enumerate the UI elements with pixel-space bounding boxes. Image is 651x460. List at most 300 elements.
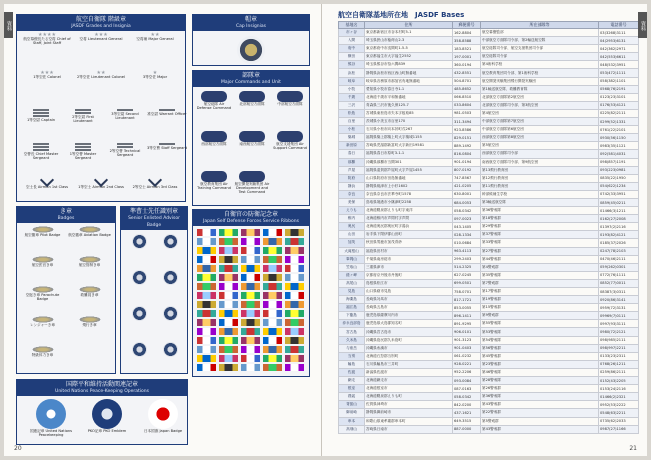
base-name-cell: 御前崎 xyxy=(339,409,365,417)
table-cell: 第4航空団 xyxy=(481,109,599,117)
senior-enlisted-badge-icon xyxy=(163,306,178,321)
base-name-cell: 網走 xyxy=(339,377,365,385)
table-row xyxy=(339,231,639,239)
table-cell: 061-0232 xyxy=(453,352,481,360)
unit-patch-icon xyxy=(239,131,265,142)
table-cell: 第53警戒隊 xyxy=(481,328,599,336)
table-cell: 第23警戒群 xyxy=(481,360,599,368)
insignia-label: 航空徽章 Aviation Badge xyxy=(68,233,111,237)
base-name-cell: 熊谷 xyxy=(339,61,365,69)
table-cell: 807-0192 xyxy=(453,166,481,174)
cap-title: 帽章 xyxy=(244,16,257,23)
sdf-subtitle: Senior Enlisted Advisor Badge xyxy=(128,216,180,228)
insignia-item xyxy=(25,399,77,437)
column-header: 基地名 xyxy=(339,22,365,29)
service-ribbon-icon xyxy=(241,337,260,344)
service-ribbon-icon xyxy=(285,364,304,371)
table-cell: 0859(45)0211 xyxy=(599,198,639,206)
unit-patch-grid xyxy=(193,87,309,209)
service-ribbon-icon xyxy=(241,292,260,299)
rank-bar xyxy=(33,115,49,117)
unit-patch-icon xyxy=(201,171,227,182)
table-cell: 054(622)1234 xyxy=(599,182,639,190)
table-cell: 沖縄県宮古島市 xyxy=(365,328,453,336)
table-cell: 静岡県御前崎市 xyxy=(365,409,453,417)
table-cell: 第29警戒群 xyxy=(481,223,599,231)
un-emblem-icon xyxy=(92,399,122,429)
table-cell: 485-8652 xyxy=(453,85,481,93)
table-cell: 石川県小松市向本折町戊267 xyxy=(365,126,453,134)
base-name-cell: 海栗島 xyxy=(339,296,365,304)
table-cell: 茨城県小美玉市百里170 xyxy=(365,118,453,126)
service-ribbon-icon xyxy=(219,355,238,362)
grade-insignia-icon xyxy=(147,109,187,111)
table-row xyxy=(339,385,639,393)
service-ribbon-icon xyxy=(285,337,304,344)
service-ribbon-icon xyxy=(285,292,304,299)
table-cell: 第9警戒群 xyxy=(481,312,599,320)
grade-insignia-icon: ★★★ xyxy=(94,32,108,38)
table-row xyxy=(339,352,639,360)
base-name-cell: 小松 xyxy=(339,126,365,134)
service-ribbon-icon xyxy=(241,319,260,326)
insignia-label: 1等空士 Airman 2nd Class xyxy=(78,185,124,189)
section-tab-right: 資料 xyxy=(638,12,647,38)
table-cell: 三重県津市 xyxy=(365,263,453,271)
table-cell: 第4術科学校 xyxy=(481,61,599,69)
table-cell: 01466(2)2321 xyxy=(599,393,639,401)
senior-enlisted-badge-icon xyxy=(132,234,147,249)
grade-insignia-icon xyxy=(105,143,145,148)
table-cell: 901-0194 xyxy=(453,158,481,166)
base-name-cell: 那覇 xyxy=(339,158,365,166)
base-name-cell: 百里 xyxy=(339,118,365,126)
table-cell: 0548(63)2211 xyxy=(599,409,639,417)
table-cell: 第15警戒群 xyxy=(481,304,599,312)
un-title: 国際平和維持活動関連記章 xyxy=(65,381,138,388)
service-ribbon-icon xyxy=(285,238,304,245)
table-cell: 0852(77)0011 xyxy=(599,279,639,287)
bases-table-body xyxy=(339,29,639,434)
base-name-cell: 山田 xyxy=(339,231,365,239)
cap-panel xyxy=(192,14,310,66)
service-ribbon-icon xyxy=(197,346,216,353)
table-row xyxy=(339,182,639,190)
insignia-label: 1等空佐 Colonel xyxy=(33,75,61,79)
table-cell: 静岡県浜松市西区西山町無番地 xyxy=(365,69,453,77)
table-cell: 093(223)0981 xyxy=(599,166,639,174)
unit-patch-icon xyxy=(239,171,265,182)
insignia-item xyxy=(147,143,187,150)
table-cell: 816-0804 xyxy=(453,150,481,158)
service-ribbon-icon xyxy=(197,265,216,272)
grade-insignia-grid xyxy=(17,31,188,205)
base-name-cell: 久米島 xyxy=(339,336,365,344)
table-cell: 0959(72)3131 xyxy=(599,304,639,312)
service-ribbon-icon xyxy=(197,364,216,371)
service-ribbon-icon xyxy=(241,328,260,335)
wing-badge-icon xyxy=(78,256,102,263)
insignia-item xyxy=(20,286,65,301)
ribbons-panel xyxy=(192,209,310,377)
table-cell: 504-8701 xyxy=(453,77,481,85)
column-header: 住所 xyxy=(365,22,453,29)
insignia-item xyxy=(234,171,270,194)
table-cell: 981-0503 xyxy=(453,109,481,117)
insignia-item xyxy=(196,171,232,190)
table-cell: 幹部候補生学校 xyxy=(481,190,599,198)
table-cell: 岐阜県各務原市那加官有地無番地 xyxy=(365,77,453,85)
base-name-cell: 見島 xyxy=(339,288,365,296)
table-row xyxy=(339,368,639,376)
table-row xyxy=(339,336,639,344)
table-cell: 長崎県五島市 xyxy=(365,304,453,312)
table-cell: 923-8586 xyxy=(453,126,481,134)
senior-enlisted-badge-grid xyxy=(121,230,187,382)
service-ribbon-icon xyxy=(263,301,282,308)
service-ribbon-icon xyxy=(197,292,216,299)
table-cell: 秋田県男鹿市加茂青砂 xyxy=(365,239,453,247)
table-cell: 北海道奥尻郡奥尻町字湯浜 xyxy=(365,223,453,231)
table-cell: 028-1334 xyxy=(453,231,481,239)
table-row xyxy=(339,126,639,134)
service-ribbon-icon xyxy=(197,337,216,344)
table-row xyxy=(339,150,639,158)
table-cell: 058(382)1101 xyxy=(599,77,639,85)
insignia-label: 特級体力き章 xyxy=(31,353,54,357)
unit-patch-icon xyxy=(201,91,227,102)
rank-bar xyxy=(117,146,133,148)
service-ribbon-icon xyxy=(285,355,304,362)
senior-enlisted-badge-icon xyxy=(132,270,147,285)
table-row xyxy=(339,45,639,53)
table-row xyxy=(339,425,639,433)
table-cell: 0153(24)2116 xyxy=(599,385,639,393)
table-cell: 青森県三沢市後久保125-7 xyxy=(365,101,453,109)
base-name-cell: 市ヶ谷 xyxy=(339,29,365,37)
table-row xyxy=(339,134,639,142)
service-ribbon-icon xyxy=(241,301,260,308)
table-cell: 0980(72)2121 xyxy=(599,328,639,336)
base-name-cell: 峯岡山 xyxy=(339,255,365,263)
badges-title: き章 xyxy=(59,208,72,215)
table-cell: 第4警戒群 xyxy=(481,263,599,271)
table-cell: 437-1621 xyxy=(453,409,481,417)
base-name-cell: 松島 xyxy=(339,109,365,117)
table-cell: 福岡県春日市原町3-1-1 xyxy=(365,150,453,158)
table-cell: 沖縄県島尻郡久米島町 xyxy=(365,336,453,344)
table-row xyxy=(339,271,639,279)
table-cell: 0835(22)1950 xyxy=(599,174,639,182)
table-row xyxy=(339,263,639,271)
table-row xyxy=(339,239,639,247)
base-name-cell: 串本 xyxy=(339,417,365,425)
insignia-item xyxy=(21,33,73,45)
insignia-label: 航空徽章 Pilot Badge xyxy=(24,233,61,237)
rank-bar xyxy=(159,143,175,145)
table-row xyxy=(339,296,639,304)
table-cell: 第27警戒群 xyxy=(481,247,599,255)
table-cell: 宮城県東松島市矢本字板取85 xyxy=(365,109,453,117)
service-ribbon-icon xyxy=(219,238,238,245)
table-cell: 01466(3)1211 xyxy=(599,207,639,215)
table-cell: 699-0501 xyxy=(453,279,481,287)
service-ribbon-icon xyxy=(219,265,238,272)
table-cell: 906-0101 xyxy=(453,328,481,336)
table-cell: 第36警戒隊 xyxy=(481,207,599,215)
table-cell: 0742(33)3951 xyxy=(599,190,639,198)
table-row xyxy=(339,101,639,109)
table-cell: 197-0001 xyxy=(453,53,481,61)
grade-insignia-icon xyxy=(21,143,61,151)
page-number-right: 21 xyxy=(629,445,637,452)
base-name-cell: 与座岳 xyxy=(339,344,365,352)
base-name-cell: 沖永良部島 xyxy=(339,320,365,328)
insignia-label: 2等空士 Airman 3rd Class xyxy=(132,185,178,189)
un-emblem-icon xyxy=(148,399,178,429)
table-cell: 宮崎県児湯郡新富町大字新田19581 xyxy=(365,142,453,150)
table-row xyxy=(339,344,639,352)
base-name-cell: 佐渡 xyxy=(339,368,365,376)
service-ribbon-icon xyxy=(197,247,216,254)
table-cell: 952-2206 xyxy=(453,368,481,376)
units-panel xyxy=(192,70,310,206)
table-cell: 901-0403 xyxy=(453,344,481,352)
table-cell: 第28警戒隊 xyxy=(481,377,599,385)
table-cell: 747-8567 xyxy=(453,174,481,182)
base-name-cell: 岐阜 xyxy=(339,77,365,85)
table-cell: 第11飛行教育団 xyxy=(481,182,599,190)
table-row xyxy=(339,142,639,150)
base-name-cell: 府中 xyxy=(339,45,365,53)
sdf-title: 準曹士先任識別章 xyxy=(129,208,178,215)
table-cell: 162-8804 xyxy=(453,29,481,37)
table-cell: 299-2403 xyxy=(453,255,481,263)
insignia-item xyxy=(147,109,187,116)
table-cell: 第5航空団 xyxy=(481,142,599,150)
table-cell: 北部航空方面隊司令部、第3航空団 xyxy=(481,101,599,109)
sdf-header xyxy=(121,207,187,230)
table-cell: 第56警戒群 xyxy=(481,344,599,352)
grade-insignia-icon xyxy=(105,109,145,111)
unit-patch-icon xyxy=(277,131,303,142)
base-name-cell: えりも xyxy=(339,207,365,215)
service-ribbon-icon xyxy=(285,319,304,326)
table-row xyxy=(339,61,639,69)
table-row xyxy=(339,417,639,425)
service-ribbon-icon xyxy=(219,292,238,299)
table-cell: 0920(86)3141 xyxy=(599,296,639,304)
service-ribbon-icon xyxy=(263,265,282,272)
grade-insignia-icon: ★★ xyxy=(150,32,160,38)
table-cell: 第3輸送航空隊 xyxy=(481,198,599,206)
insignia-label: 航空幕僚長たる空将 Chief of Staff, Joint Staff xyxy=(23,37,71,45)
table-cell: 0133(23)2311 xyxy=(599,352,639,360)
base-name-cell: 防府 xyxy=(339,174,365,182)
wing-badge-icon xyxy=(31,346,55,353)
wing-badge-icon xyxy=(31,286,55,293)
table-cell: 421-0205 xyxy=(453,182,481,190)
table-cell: 042(553)6611 xyxy=(599,53,639,61)
table-cell: 0983(35)1121 xyxy=(599,142,639,150)
senior-enlisted-item xyxy=(156,234,184,249)
table-cell: 新潟県佐渡市 xyxy=(365,368,453,376)
insignia-item xyxy=(67,226,112,237)
table-cell: 0768(26)1211 xyxy=(599,360,639,368)
unit-patch-icon xyxy=(239,91,265,102)
bases-header-row xyxy=(339,22,639,29)
insignia-item xyxy=(20,256,65,267)
table-row xyxy=(339,190,639,198)
table-cell: 山口県防府市田島無番地 xyxy=(365,174,453,182)
service-ribbon-icon xyxy=(241,265,260,272)
service-ribbon-icon xyxy=(263,319,282,326)
table-cell: 053(472)1111 xyxy=(599,69,639,77)
service-ribbon-icon xyxy=(219,319,238,326)
table-row xyxy=(339,393,639,401)
table-cell: 静岡県焼津市上小杉1602 xyxy=(365,182,453,190)
table-cell: 098(997)2211 xyxy=(599,344,639,352)
unit-patch-icon xyxy=(201,131,227,142)
table-row xyxy=(339,109,639,117)
insignia-item xyxy=(21,143,61,160)
insignia-label: 航空教育集団 Air Training Command xyxy=(197,182,231,190)
base-name-cell: 奈良 xyxy=(339,190,365,198)
insignia-label: 空将補 Major General xyxy=(136,37,174,41)
rank-bar xyxy=(159,109,175,111)
cap-insignia-icon xyxy=(237,36,265,64)
service-ribbon-icon xyxy=(197,319,216,326)
rank-bar xyxy=(75,109,91,111)
units-subtitle: Major Commands and Unit xyxy=(221,80,281,85)
table-cell: 0123(23)3101 xyxy=(599,93,639,101)
table-cell: 0225(82)2111 xyxy=(599,109,639,117)
base-name-cell: 春日 xyxy=(339,150,365,158)
service-ribbon-icon xyxy=(219,337,238,344)
senior-enlisted-badge-icon xyxy=(163,342,178,357)
table-cell: 第45警戒群 xyxy=(481,352,599,360)
table-cell: 埼玉県熊谷市拾六間839 xyxy=(365,61,453,69)
service-ribbon-icon xyxy=(197,355,216,362)
insignia-label: 航空開発実験集団 Air Development and Test Command xyxy=(234,182,270,194)
table-row xyxy=(339,247,639,255)
insignia-item xyxy=(75,33,127,41)
service-ribbon-icon xyxy=(285,229,304,236)
table-cell: 中部航空方面隊第7航空団 xyxy=(481,118,599,126)
table-cell: 514-2325 xyxy=(453,263,481,271)
table-cell: 758-0701 xyxy=(453,288,481,296)
table-cell: 311-3494 xyxy=(453,118,481,126)
table-row xyxy=(339,255,639,263)
service-ribbon-icon xyxy=(241,229,260,236)
table-cell: 北海道石狩郡当別町 xyxy=(365,352,453,360)
service-ribbon-icon xyxy=(197,301,216,308)
senior-enlisted-item xyxy=(156,342,184,357)
service-ribbon-icon xyxy=(219,283,238,290)
service-ribbon-icon xyxy=(285,346,304,353)
table-cell: 第18警戒群 xyxy=(481,215,599,223)
table-cell: 630-8001 xyxy=(453,190,481,198)
table-cell: 佐賀県神埼市 xyxy=(365,401,453,409)
table-cell: 817-1721 xyxy=(453,296,481,304)
table-row xyxy=(339,279,639,287)
senior-enlisted-item xyxy=(156,270,184,285)
table-cell: 福島県田村市 xyxy=(365,247,453,255)
insignia-label: 中部航空方面隊 xyxy=(277,102,303,106)
grade-insignia-icon xyxy=(21,109,61,117)
service-ribbon-icon xyxy=(263,229,282,236)
table-cell: 842-0200 xyxy=(453,401,481,409)
table-cell: 033-8604 xyxy=(453,101,481,109)
service-ribbon-icon xyxy=(219,328,238,335)
rank-bar xyxy=(117,143,133,145)
service-ribbon-icon xyxy=(263,256,282,263)
table-cell: 北海道根室市 xyxy=(365,385,453,393)
table-cell: 愛知県小牧市春日寺1-1 xyxy=(365,85,453,93)
base-name-cell: 稚内 xyxy=(339,215,365,223)
table-cell: 和歌山県東牟婁郡串本町 xyxy=(365,417,453,425)
service-ribbon-icon xyxy=(263,283,282,290)
service-ribbon-icon xyxy=(219,310,238,317)
table-cell: 西部航空方面隊司令部 xyxy=(481,150,599,158)
service-ribbon-icon xyxy=(285,274,304,281)
insignia-item xyxy=(129,175,181,189)
service-ribbon-icon xyxy=(219,364,238,371)
insignia-label: 北部航空方面隊 xyxy=(239,102,265,106)
insignia-label: PKO記章 PKO Emblem xyxy=(87,429,127,433)
table-cell: 0247(78)2103 xyxy=(599,247,639,255)
table-row xyxy=(339,328,639,336)
table-cell: 042(362)2971 xyxy=(599,45,639,53)
base-name-cell: 築城 xyxy=(339,134,365,142)
insignia-item xyxy=(129,33,181,41)
wing-badge-icon xyxy=(78,316,102,323)
badges-subtitle: Badges xyxy=(57,216,75,221)
insignia-label: 日本国旗 Japan Badge xyxy=(143,429,183,433)
insignia-label: 空曹長 Chief Master Sergeant xyxy=(23,152,59,160)
base-name-cell: 浜松 xyxy=(339,69,365,77)
service-ribbon-icon xyxy=(263,310,282,317)
table-cell: 043-1405 xyxy=(453,223,481,231)
table-cell: 第37警戒隊 xyxy=(481,231,599,239)
insignia-item xyxy=(67,286,112,297)
service-ribbon-icon xyxy=(285,310,304,317)
grades-subtitle: JASDF Grades and Insignia xyxy=(71,24,131,29)
rank-bar xyxy=(33,143,49,145)
table-cell: 第35警戒隊 xyxy=(481,271,599,279)
insignia-label: 3等空尉 Second Lieutenant xyxy=(111,112,139,120)
service-ribbon-icon xyxy=(263,292,282,299)
table-cell: 097-0023 xyxy=(453,215,481,223)
insignia-label: 2等空佐 Lieutenant Colonel xyxy=(76,75,126,79)
base-name-cell: 奥尻 xyxy=(339,223,365,231)
un-emblem-row xyxy=(17,396,187,448)
insignia-item xyxy=(67,316,112,327)
table-row xyxy=(339,207,639,215)
table-cell: 第55警戒隊 xyxy=(481,320,599,328)
rank-bar xyxy=(33,109,49,111)
rank-bar xyxy=(33,146,49,148)
base-name-cell: 小牧 xyxy=(339,85,365,93)
insignia-item xyxy=(196,131,232,146)
table-row xyxy=(339,409,639,417)
right-page xyxy=(322,4,647,456)
table-cell: 889-1492 xyxy=(453,142,481,150)
table-cell: 360-0194 xyxy=(453,61,481,69)
table-cell: 684-0053 xyxy=(453,198,481,206)
table-cell: 鹿児島県大島郡知名町 xyxy=(365,320,453,328)
grade-insignia-icon xyxy=(63,143,103,151)
